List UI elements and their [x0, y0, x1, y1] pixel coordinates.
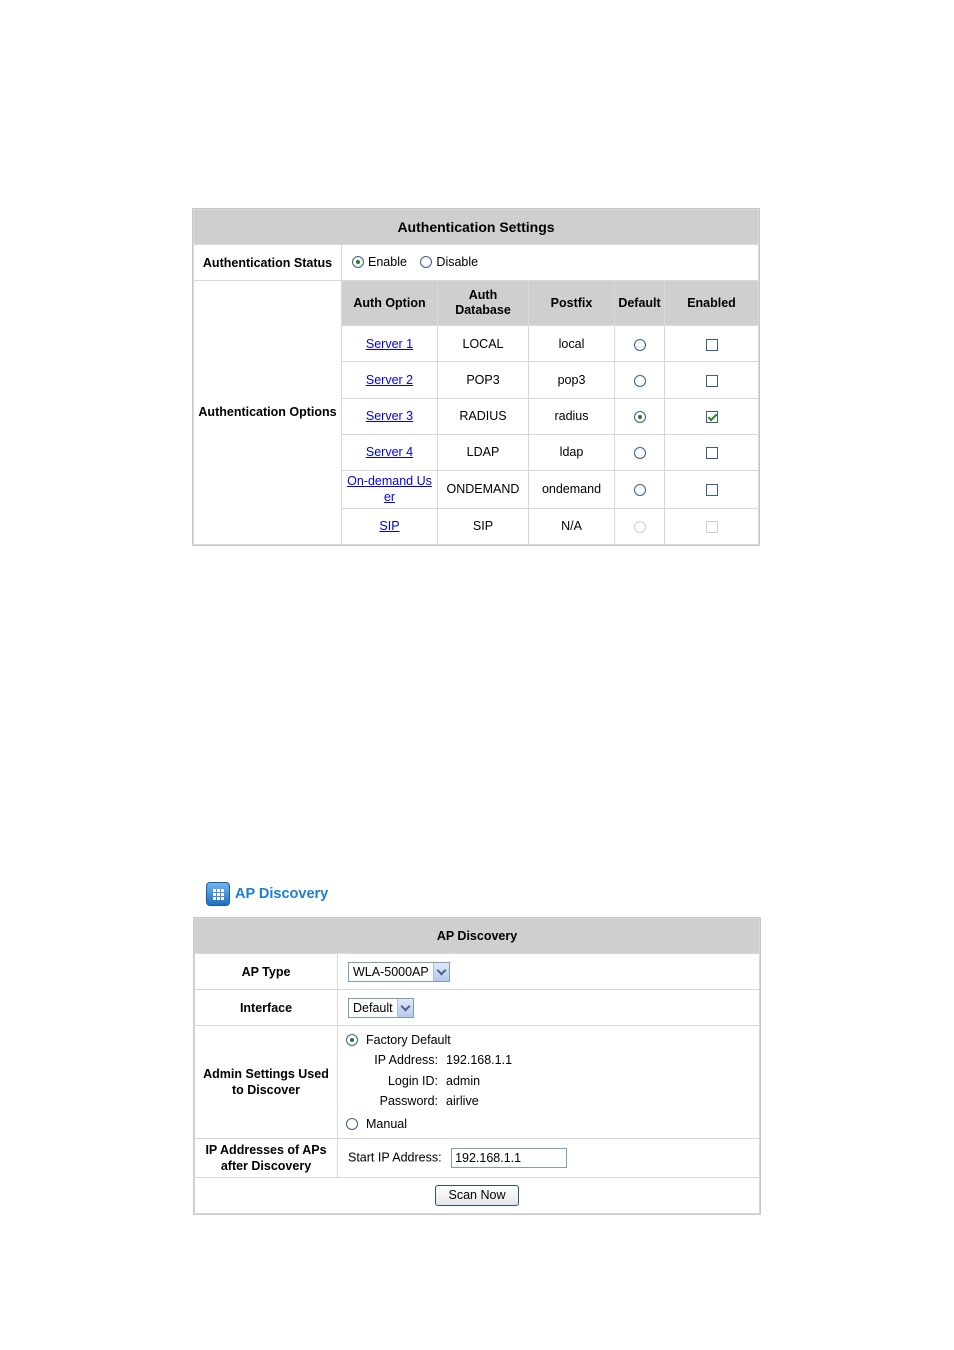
- default-radio[interactable]: [634, 411, 646, 423]
- server-3-link[interactable]: Server 3: [365, 409, 414, 424]
- ip-address-key: IP Address:: [374, 1053, 438, 1068]
- manual-radio[interactable]: [346, 1118, 358, 1130]
- auth-database-cell: RADIUS: [438, 398, 529, 434]
- postfix-cell: N/A: [529, 508, 615, 544]
- postfix-cell: pop3: [529, 362, 615, 398]
- login-id-key: Login ID:: [387, 1073, 438, 1088]
- password-key: Password:: [379, 1094, 438, 1109]
- ap-discovery-panel: [193, 917, 761, 1215]
- factory-default-label: Factory Default: [366, 1032, 451, 1047]
- login-id-value: admin: [446, 1073, 481, 1088]
- col-default: Default: [615, 281, 665, 326]
- sip-link[interactable]: SIP: [379, 519, 400, 534]
- chevron-down-icon[interactable]: [433, 963, 449, 981]
- ip-addresses-after-discovery-label: IP Addresses of APs after Discovery: [195, 1139, 338, 1178]
- default-radio-disabled: [634, 521, 646, 533]
- status-enable-radio[interactable]: [352, 256, 364, 268]
- chevron-down-icon[interactable]: [397, 999, 413, 1017]
- col-postfix: Postfix: [529, 281, 615, 326]
- ap-type-value: WLA-5000AP: [353, 964, 429, 979]
- enabled-checkbox[interactable]: [706, 375, 718, 387]
- ap-discovery-table-title: AP Discovery: [195, 919, 760, 954]
- ap-discovery-heading-text: AP Discovery: [235, 886, 329, 902]
- start-ip-label: Start IP Address:: [348, 1150, 442, 1165]
- authentication-settings-table: [193, 209, 759, 545]
- interface-label: Interface: [195, 990, 338, 1026]
- interface-select[interactable]: [348, 998, 414, 1018]
- on-demand-user-link[interactable]: On-demand User: [347, 474, 432, 505]
- postfix-cell: ondemand: [529, 470, 615, 508]
- auth-database-cell: SIP: [438, 508, 529, 544]
- col-auth-database: Auth Database: [438, 281, 529, 326]
- auth-database-cell: POP3: [438, 362, 529, 398]
- factory-default-radio[interactable]: [346, 1034, 358, 1046]
- enabled-checkbox[interactable]: [706, 339, 718, 351]
- col-auth-option: Auth Option: [342, 281, 438, 326]
- authentication-settings-panel: [192, 208, 760, 546]
- enabled-checkbox[interactable]: [706, 411, 718, 423]
- ap-discovery-table: [194, 918, 760, 1214]
- status-enable-label: Enable: [368, 254, 407, 269]
- auth-database-cell: LDAP: [438, 434, 529, 470]
- authentication-settings-title: Authentication Settings: [194, 210, 759, 245]
- factory-default-option[interactable]: [346, 1030, 759, 1051]
- admin-settings-label: Admin Settings Used to Discover: [195, 1026, 338, 1139]
- manual-option[interactable]: [346, 1114, 759, 1135]
- enabled-checkbox-disabled: [706, 521, 718, 533]
- ap-type-select[interactable]: [348, 962, 450, 982]
- status-disable-option[interactable]: [420, 255, 478, 269]
- ap-type-label: AP Type: [195, 954, 338, 990]
- auth-database-cell: ONDEMAND: [438, 470, 529, 508]
- password-value: airlive: [446, 1094, 479, 1109]
- manual-label: Manual: [366, 1116, 407, 1131]
- enabled-checkbox[interactable]: [706, 484, 718, 496]
- scan-now-button[interactable]: Scan Now: [435, 1185, 520, 1206]
- start-ip-input[interactable]: 192.168.1.1: [451, 1148, 567, 1168]
- postfix-cell: local: [529, 326, 615, 362]
- postfix-cell: ldap: [529, 434, 615, 470]
- server-1-link[interactable]: Server 1: [365, 336, 414, 351]
- status-disable-label: Disable: [436, 254, 479, 269]
- enabled-checkbox[interactable]: [706, 447, 718, 459]
- authentication-status-label: Authentication Status: [194, 245, 342, 281]
- default-radio[interactable]: [634, 375, 646, 387]
- postfix-cell: radius: [529, 398, 615, 434]
- authentication-options-label: Authentication Options: [194, 281, 342, 545]
- auth-database-cell: LOCAL: [438, 326, 529, 362]
- authentication-status-options: [342, 245, 759, 281]
- default-radio[interactable]: [634, 339, 646, 351]
- status-disable-radio[interactable]: [420, 256, 432, 268]
- status-enable-option[interactable]: [352, 255, 407, 269]
- server-4-link[interactable]: Server 4: [365, 445, 414, 460]
- col-enabled: Enabled: [665, 281, 759, 326]
- server-2-link[interactable]: Server 2: [365, 372, 414, 387]
- interface-value: Default: [353, 1000, 393, 1015]
- default-radio[interactable]: [634, 447, 646, 459]
- ap-discovery-icon: [206, 882, 230, 906]
- default-radio[interactable]: [634, 484, 646, 496]
- ip-address-value: 192.168.1.1: [446, 1053, 513, 1068]
- ap-discovery-heading: [206, 882, 328, 906]
